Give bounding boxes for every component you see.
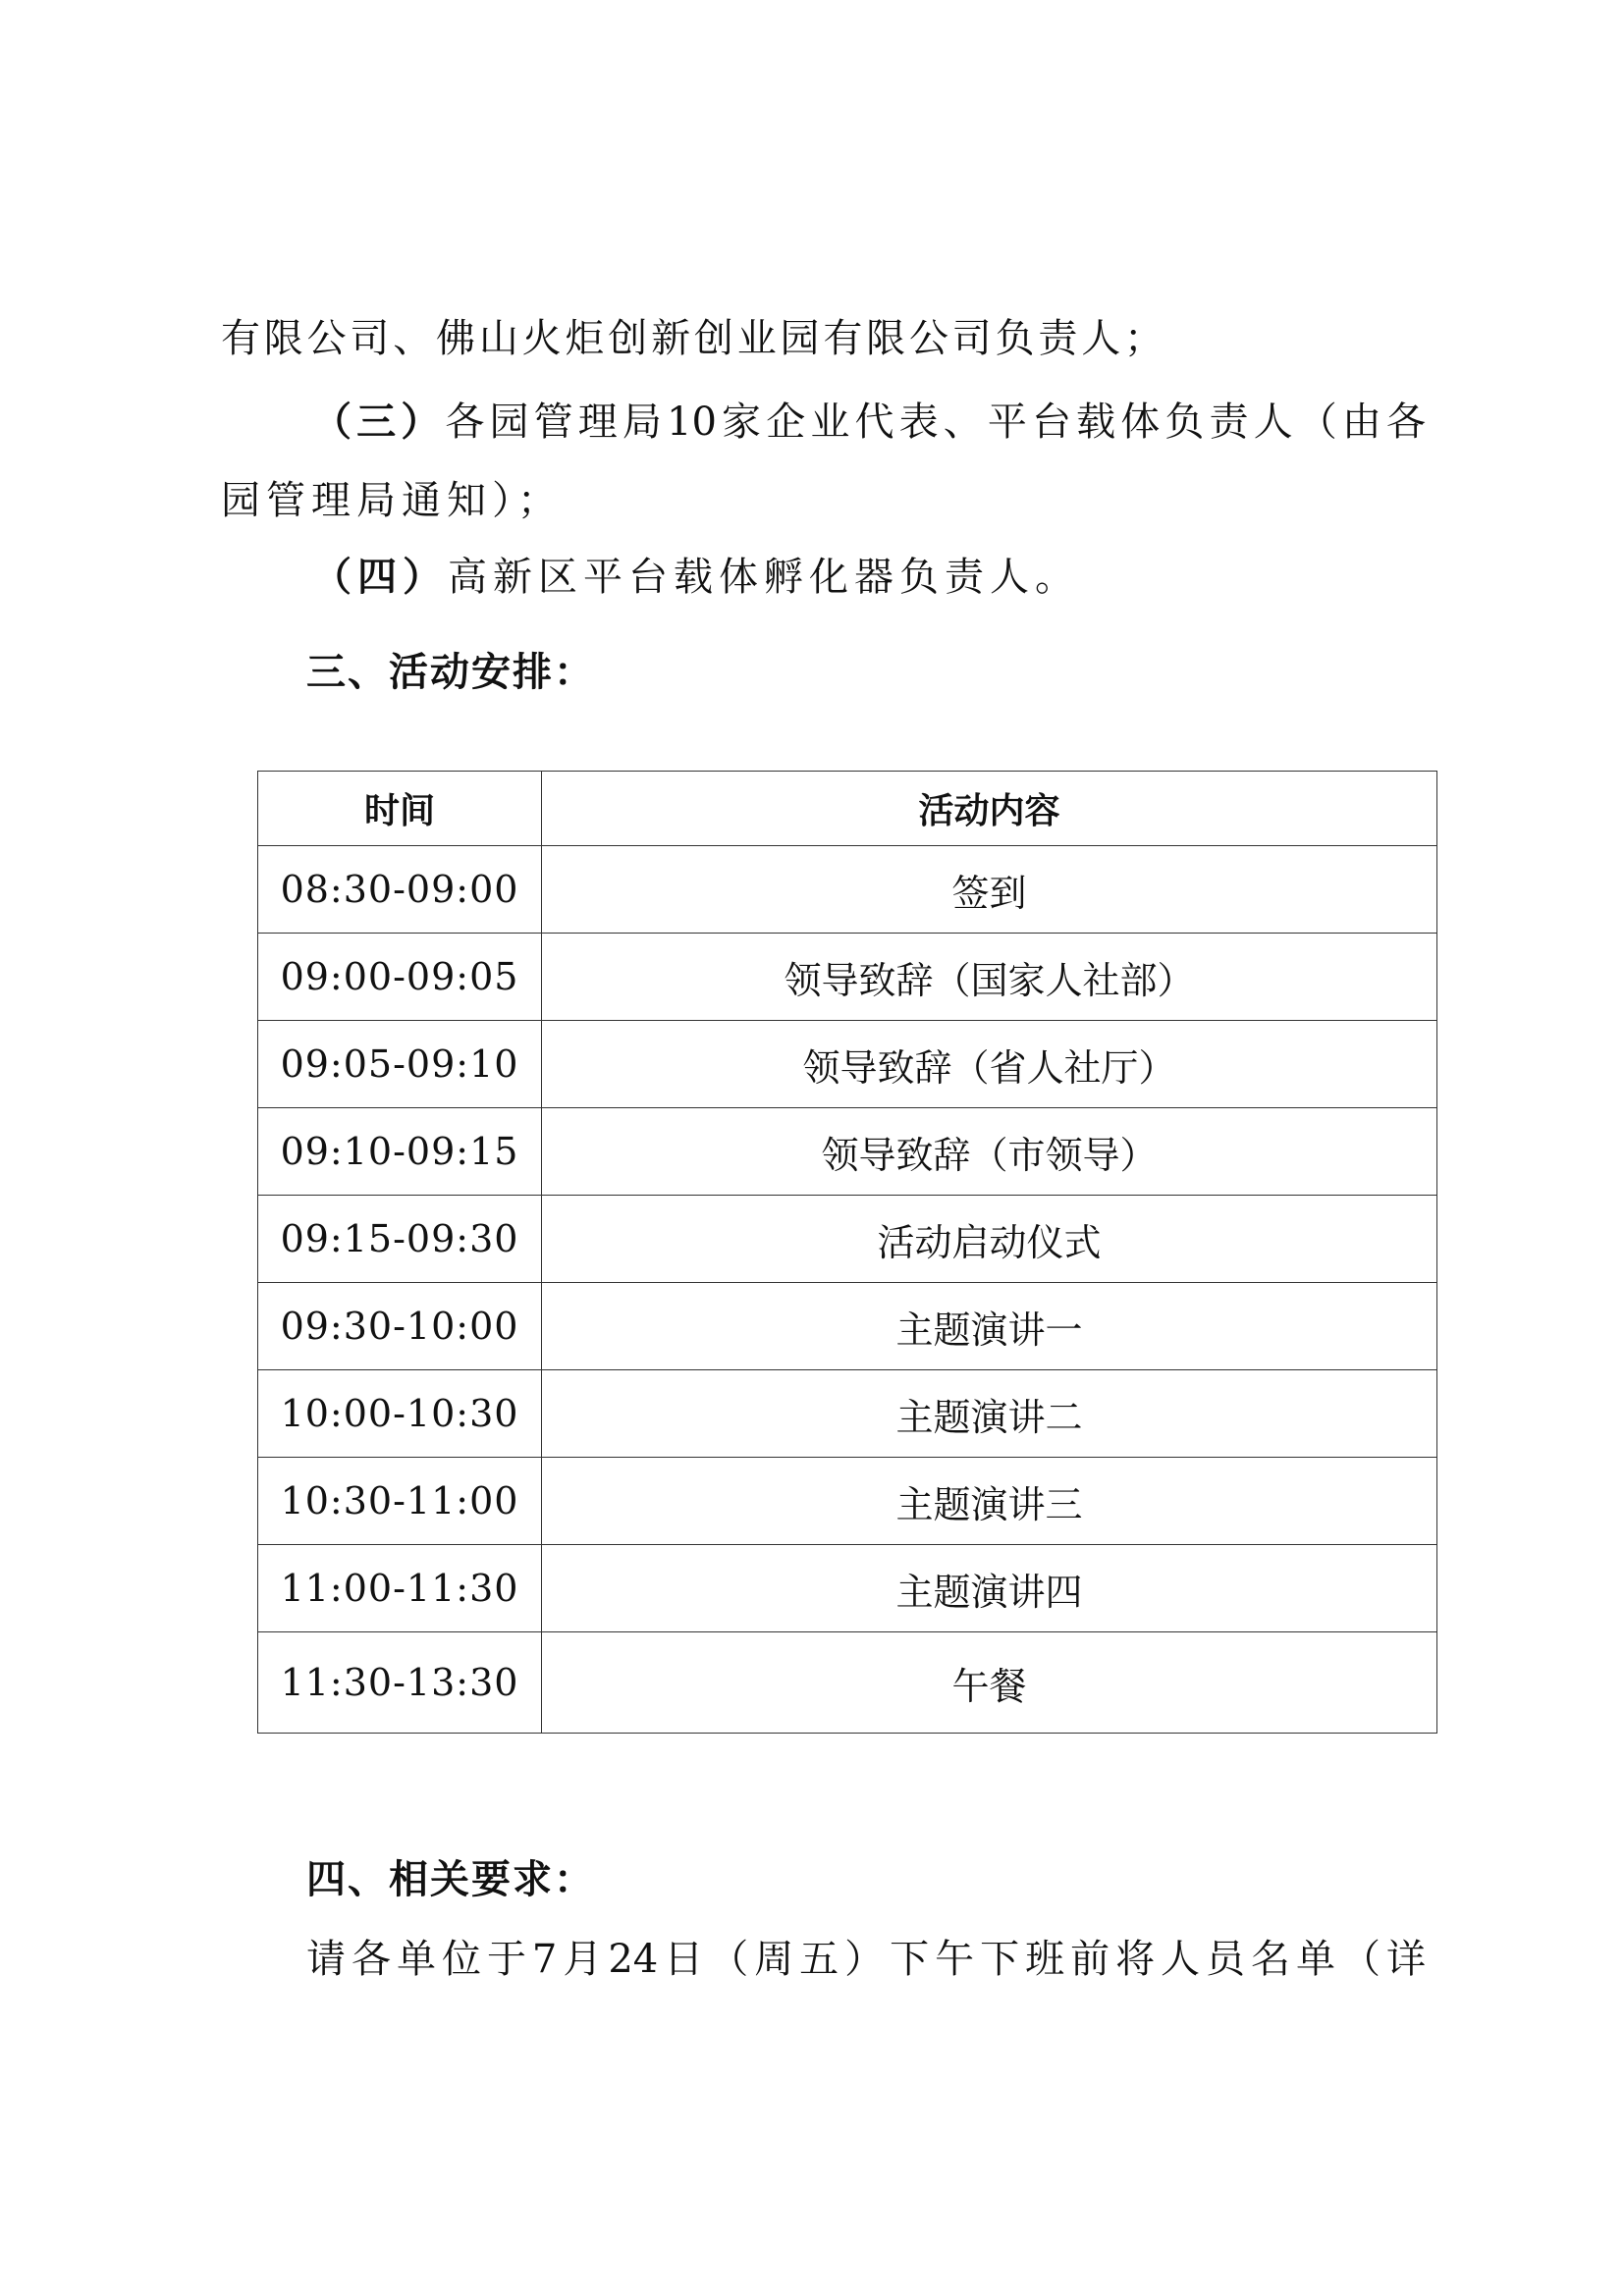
time-cell: 09:30-10:00 <box>258 1283 542 1370</box>
activity-cell: 领导致辞（省人社厅） <box>542 1021 1437 1108</box>
time-cell: 11:00-11:30 <box>258 1545 542 1632</box>
activity-cell: 主题演讲三 <box>542 1458 1437 1545</box>
time-cell: 08:30-09:00 <box>258 846 542 934</box>
table-row <box>258 846 1437 934</box>
list-text: 各园管理局10家企业代表、平台载体负责人（由各 <box>445 400 1426 445</box>
activity-cell: 活动启动仪式 <box>542 1196 1437 1283</box>
list-label: （四） <box>312 555 448 600</box>
list-label: （三） <box>312 400 446 445</box>
table-row <box>258 1108 1437 1196</box>
table-row <box>258 1458 1437 1545</box>
table-header-row <box>258 772 1437 846</box>
table-row <box>258 934 1437 1021</box>
paragraph-line: 请各单位于7月24日（周五）下午下班前将人员名单（详 <box>306 1937 1426 1982</box>
activity-cell: 午餐 <box>542 1632 1437 1734</box>
column-header-time: 时间 <box>258 772 542 846</box>
time-cell: 09:15-09:30 <box>258 1196 542 1283</box>
section-heading: 四、相关要求： <box>306 1857 595 1902</box>
time-cell: 11:30-13:30 <box>258 1632 542 1734</box>
time-cell: 09:00-09:05 <box>258 934 542 1021</box>
table-row <box>258 1545 1437 1632</box>
activity-cell: 主题演讲一 <box>542 1283 1437 1370</box>
table-row <box>258 1283 1437 1370</box>
activity-cell: 领导致辞（市领导） <box>542 1108 1437 1196</box>
paragraph-line: 园管理局通知）； <box>221 478 563 523</box>
column-header-activity: 活动内容 <box>542 772 1437 846</box>
list-item-4 <box>312 550 1080 605</box>
section-heading: 三、活动安排： <box>306 650 595 695</box>
activity-cell: 签到 <box>542 846 1437 934</box>
table-row <box>258 1370 1437 1458</box>
activity-cell: 主题演讲四 <box>542 1545 1437 1632</box>
list-item-3 <box>312 395 1426 450</box>
activity-cell: 主题演讲二 <box>542 1370 1437 1458</box>
schedule-table <box>257 771 1437 1734</box>
time-cell: 09:05-09:10 <box>258 1021 542 1108</box>
list-text: 高新区平台载体孵化器负责人。 <box>448 555 1080 600</box>
table-row <box>258 1632 1437 1734</box>
table-row <box>258 1021 1437 1108</box>
time-cell: 10:30-11:00 <box>258 1458 542 1545</box>
time-cell: 09:10-09:15 <box>258 1108 542 1196</box>
activity-cell: 领导致辞（国家人社部） <box>542 934 1437 1021</box>
time-cell: 10:00-10:30 <box>258 1370 542 1458</box>
table-row <box>258 1196 1437 1283</box>
paragraph-line: 有限公司、佛山火炬创新创业园有限公司负责人； <box>221 316 1164 361</box>
